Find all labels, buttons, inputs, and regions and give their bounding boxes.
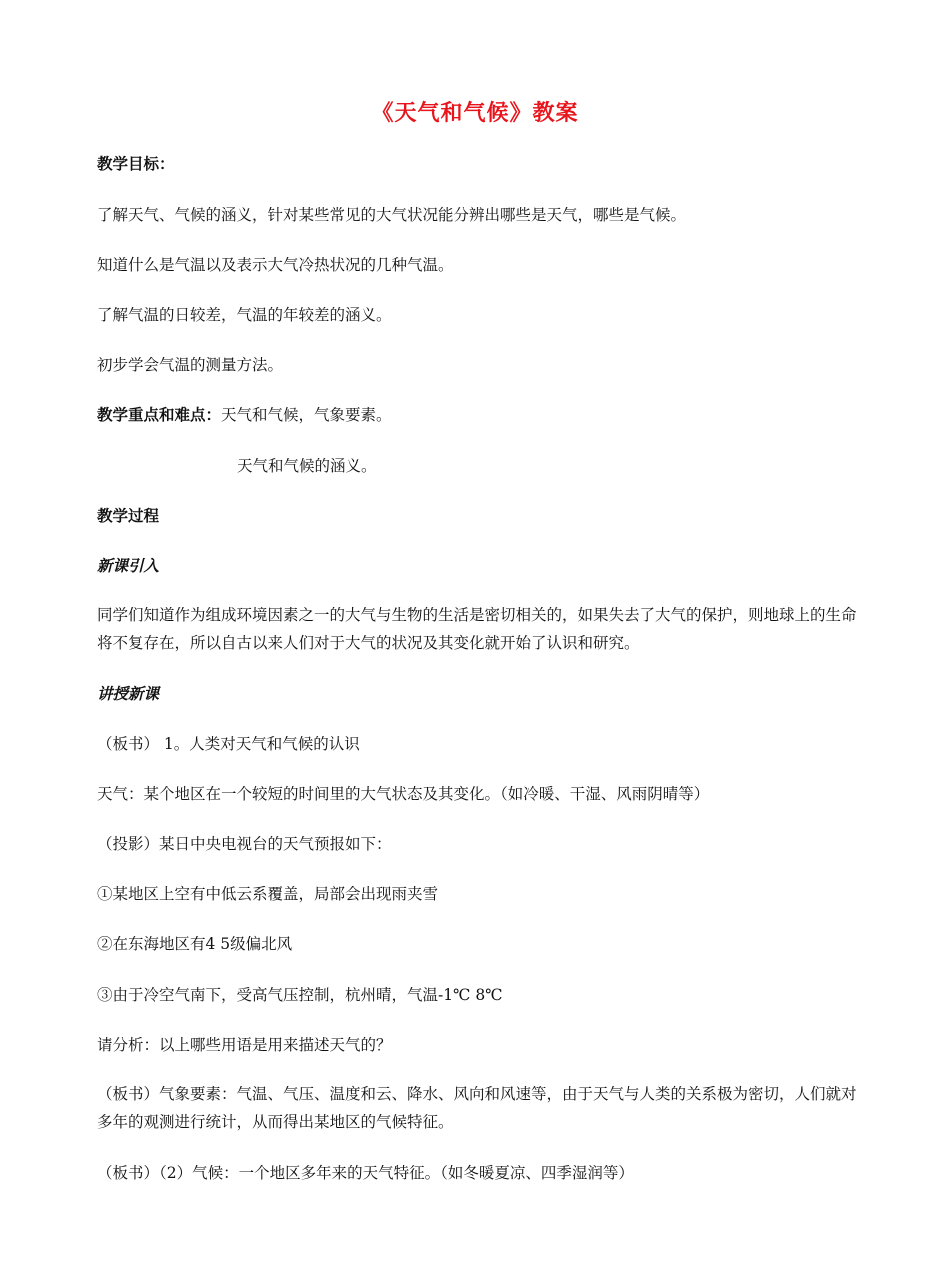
intro-paragraph: 同学们知道作为组成环境因素之一的大气与生物的生活是密切相关的，如果失去了大气的保护，则地球上的生命将不复存在，所以自古以来人们对于大气的状况及其变化就开始了认识和研究。	[97, 606, 857, 652]
objective-item: 知道什么是气温以及表示大气冷热状况的几种气温。	[97, 256, 454, 274]
forecast-item: ①某地区上空有中低云系覆盖，局部会出现雨夹雪	[97, 885, 439, 903]
objective-item: 了解气温的日较差，气温的年较差的涵义。	[97, 306, 392, 324]
projection-note: （投影）某日中央电视台的天气预报如下：	[97, 835, 392, 853]
forecast-item: ②在东海地区有4 5级偏北风	[97, 935, 293, 953]
objective-item: 了解天气、气候的涵义，针对某些常见的大气状况能分辨出哪些是天气，哪些是气候。	[97, 206, 687, 224]
objectives-heading: 教学目标：	[97, 155, 175, 173]
objective-item: 初步学会气温的测量方法。	[97, 356, 284, 374]
key-points-line	[97, 403, 392, 427]
key-points-text: 天气和气候，气象要素。	[221, 406, 392, 424]
key-points-heading: 教学重点和难点：	[97, 406, 222, 424]
board-note-1: （板书） 1。人类对天气和气候的认识	[97, 735, 360, 753]
process-heading: 教学过程	[97, 507, 160, 525]
board-climate-note: （板书）（2）气候：一个地区多年来的天气特征。（如冬暖夏凉、四季湿润等）	[97, 1164, 634, 1182]
analysis-question: 请分析：以上哪些用语是用来描述天气的？	[97, 1036, 392, 1054]
document-title: 《天气和气候》教案	[371, 101, 579, 126]
weather-definition: 天气：某个地区在一个较短的时间里的大气状态及其变化。（如冷暖、干湿、风雨阴晴等）	[97, 785, 710, 803]
board-elements-paragraph: （板书）气象要素：气温、气压、温度和云、降水、风向和风速等，由于天气与人类的关系极为密切，人们就对多年的观测进行统计，从而得出某地区的气候特征。	[97, 1085, 857, 1131]
lecture-heading: 讲授新课	[97, 685, 160, 703]
difficulty-text: 天气和气候的涵义。	[237, 457, 377, 475]
intro-heading: 新课引入	[97, 557, 160, 575]
forecast-item: ③由于冷空气南下，受高气压控制，杭州晴，气温-1℃ 8℃	[97, 986, 503, 1004]
